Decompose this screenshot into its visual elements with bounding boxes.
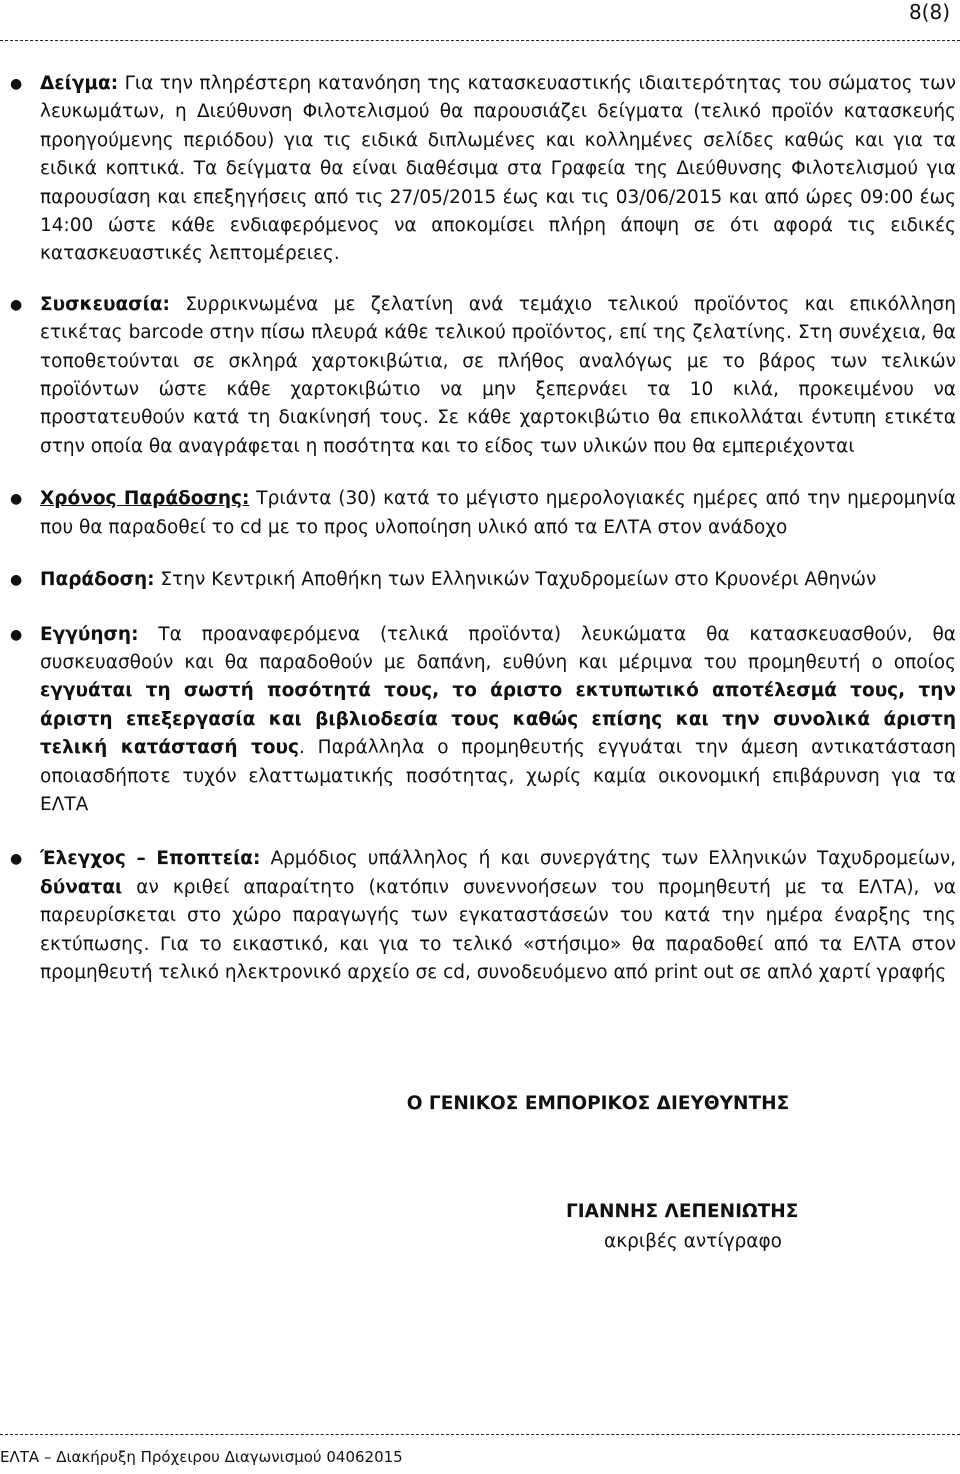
page-footer: ΕΛΤΑ – Διακήρυξη Πρόχειρου Διαγωνισμού 04062015 (0, 1448, 403, 1466)
bullet-icon: ● (10, 626, 23, 643)
item-label: Έλεγχος – Εποπτεία: (40, 848, 261, 870)
item-label: Συσκευασία: (40, 293, 170, 315)
bullet-icon: ● (10, 572, 23, 589)
item-text-continued: αν κριθεί απαραίτητο (κατόπιν συνεννοήσεων του προμηθευτή με τα ΕΛΤΑ), να παρευρίσκεται στο χώρο παραγωγής των εγκαταστάσεών του κατά την ημέρα έναρξης της εκτύπωσης. Για το εικαστικό, και για το τελικό «στήσιμο» θα παραδοθεί από τα ΕΛΤΑ στον προμηθευτή τελικό ηλεκτρονικό αρχείο σε cd, συνοδευόμενο από print out σε απλό χαρτί γραφής (40, 876, 956, 983)
item-text: Για την πληρέστερη κατανόηση της κατασκευαστικής ιδιαιτερότητας του σώματος των λευκωμάτων, η Διεύθυνση Φιλοτελισμού θα παρουσιάζει δείγματα (τελικό προϊόν κατασκευής προηγούμενης περιόδου) για τις ειδικά διπλωμένες και κολλημένες σελίδες καθώς και για τα ειδικά κοπτικά. Τα δείγματα θα είναι διαθέσιμα στα Γραφεία της Διεύθυνσης Φιλοτελισμού για παρουσίαση και επεξηγήσεις από τις 27/05/2015 έως και τις 03/06/2015 και από ώρες 09:00 έως 14:00 ώστε κάθε ενδιαφερόμενος να αποκομίσει πλήρη άποψη σε ότι αφορά τις ειδικές κατασκευαστικές λεπτομέρειες. (40, 73, 956, 265)
item-bold-text: εγγυάται τη σωστή ποσότητά τους, το άριστο εκτυπωτικό αποτέλεσμά τους, την άριστη επεξεργασία και βιβλιοδεσία τους καθώς επίσης και την συνολικά άριστη τελική κατάστασή τους (40, 680, 956, 759)
signatory-title: Ο ΓΕΝΙΚΟΣ ΕΜΠΟΡΙΚΟΣ ΔΙΕΥΘΥΝΤΗΣ (406, 1093, 790, 1114)
header-divider (0, 40, 960, 41)
bullet-icon: ● (10, 491, 23, 508)
list-item-warranty (10, 621, 957, 820)
bullet-icon: ● (10, 76, 23, 92)
item-text: Στην Κεντρική Αποθήκη των Ελληνικών Ταχυδρομείων στο Κρυονέρι Αθηνών (154, 569, 877, 591)
item-bold-text: δύναται (40, 876, 123, 898)
certified-copy-note: ακριβές αντίγραφο (604, 1231, 782, 1252)
page-number: 8(8) (908, 0, 950, 24)
item-label: Παράδοση: (40, 569, 155, 591)
signatory-name: ΓΙΑΝΝΗΣ ΛΕΠΕΝΙΩΤΗΣ (566, 1201, 799, 1222)
list-item-inspection (10, 845, 957, 987)
bullet-icon: ● (10, 296, 23, 313)
item-text: Αρμόδιος υπάλληλος ή και συνεργάτης των Ελληνικών Ταχυδρομείων, (260, 848, 957, 870)
specification-list (10, 70, 957, 1009)
bullet-icon: ● (10, 851, 23, 868)
list-item-packaging (10, 291, 956, 461)
item-text: Τα προαναφερόμενα (τελικά προϊόντα) λευκώματα θα κατασκευασθούν, θα συσκευασθούν και θα παραδοθούν με δαπάνη, ευθύνη και μέριμνα του προμηθευτή ο οποίος (40, 623, 956, 673)
item-label: Εγγύηση: (40, 623, 139, 645)
item-text: Τριάντα (30) κατά το μέγιστο ημερολογιακές ημέρες από την ημερομηνία που θα παραδοθεί το cd με το προς υλοποίηση υλικό από τα ΕΛΤΑ στον ανάδοχο (40, 488, 956, 538)
item-text-continued: . Παράλληλα ο προμηθευτής εγγυάται την άμεση αντικατάσταση οποιασδήποτε τυχόν ελαττωματικής ποσότητας, χωρίς καμία οικονομική επιβάρυνση για τα ΕΛΤΑ (40, 737, 957, 815)
item-label: Χρόνος Παράδοσης: (40, 488, 250, 510)
item-text: Συρρικνωμένα με ζελατίνη ανά τεμάχιο τελικού προϊόντος και επικόλληση ετικέτας barcode στην πίσω πλευρά κάθε τελικού προϊόντος, επί της ζελατίνης. Στη συνέχεια, θα τοποθετούνται σε σκληρά χαρτοκιβώτια, σε πλήθος αναλόγως με το βάρος των τελικών προϊόντων ώστε κάθε χαρτοκιβώτιο να μην ξεπερνάει τα 10 κιλά, προκειμένου να προστατευθούν κατά τη διακίνησή τους. Σε κάθε χαρτοκιβώτιο θα επικολλάται έντυπη ετικέτα στην οποία θα αναγράφεται η ποσότητα και το είδος των υλικών που θα εμπεριέχονται (40, 293, 956, 457)
list-item-delivery-time (10, 485, 956, 542)
footer-divider (0, 1434, 960, 1435)
item-label: Δείγμα: (40, 73, 119, 94)
list-item-delivery (10, 566, 956, 594)
list-item-sample (10, 70, 956, 269)
